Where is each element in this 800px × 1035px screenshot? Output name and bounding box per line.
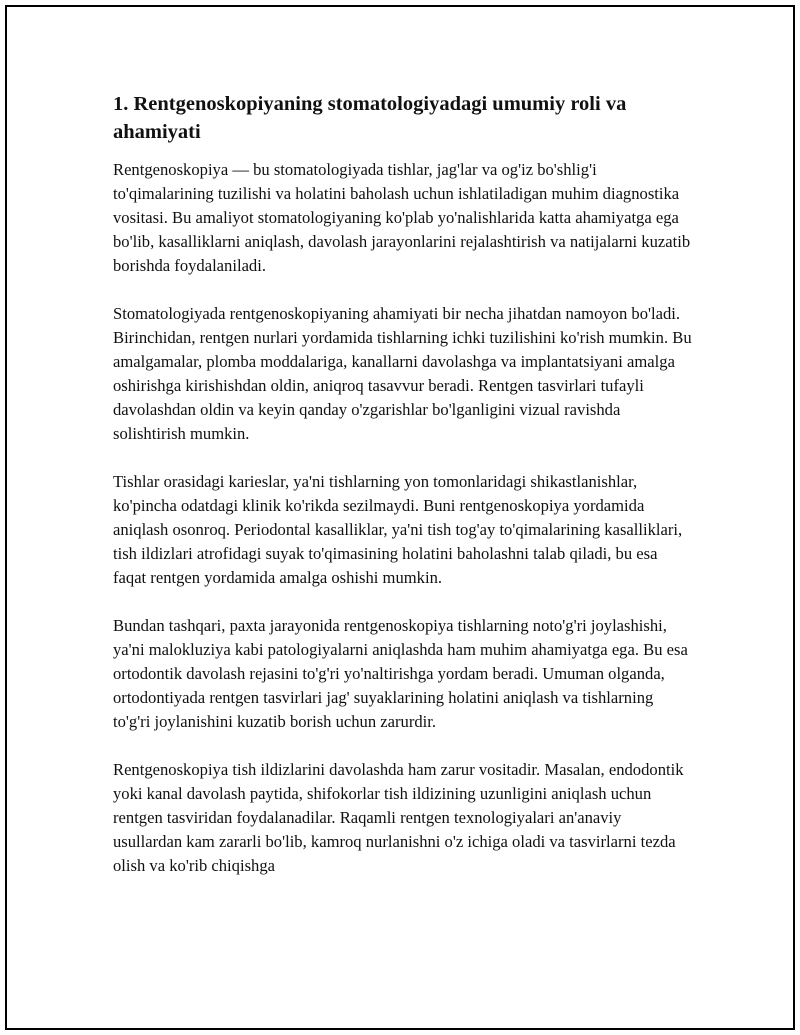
paragraph-1: Rentgenoskopiya — bu stomatologiyada tishlar, jag'lar va og'iz bo'shlig'i to'qimalarining tuzilishi va holatini baholash uchun ishlatiladigan muhim diagnostika vositasi. Bu amaliyot stomatologiyaning ko'plab yo'nalishlarida katta ahamiyatga ega bo'lib, kasalliklarni aniqlash, davolash jarayonlarini rejalashtirish va natijalarni kuzatib borishda foydalaniladi. [113, 160, 691, 275]
document-body [113, 90, 693, 902]
section-heading: 1. Rentgenoskopiyaning stomatologiyadagi umumiy roli va ahamiyati [113, 93, 627, 143]
paragraph-5: Rentgenoskopiya tish ildizlarini davolashda ham zarur vositadir. Masalan, endodontik yoki kanal davolash paytida, shifokorlar tish ildizining uzunligini aniqlash uchun rentgen tasviridan foydalanadilar. Raqamli rentgen texnologiyalari an'anaviy usullardan kam zararli bo'lib, kamroq nurlanishni o'z ichiga oladi va tasvirlarni tezda olish va ko'rib chiqishga [113, 760, 684, 875]
paragraph-2: Stomatologiyada rentgenoskopiyaning ahamiyati bir necha jihatdan namoyon bo'ladi. Birinchidan, rentgen nurlari yordamida tishlarning ichki tuzilishini ko'rish mumkin. Bu amalgamalar, plomba moddalariga, kanallarni davolashga va implantatsiyani amalga oshirishga kirishishdan oldin, aniqroq tasavvur beradi. Rentgen tasvirlari tufayli davolashdan oldin va keyin qanday o'zgarishlar bo'lganligini vizual ravishda solishtirish mumkin. [113, 304, 692, 443]
paragraph-4: Bundan tashqari, paxta jarayonida rentgenoskopiya tishlarning noto'g'ri joylashishi, ya'ni malokluziya kabi patologiyalarni aniqlashda ham muhim ahamiyatga ega. Bu esa ortodontik davolash rejasini to'g'ri yo'naltirishga yordam beradi. Umuman olganda, ortodontiyada rentgen tasvirlari jag' suyaklarining holatini aniqlash va tishlarning to'g'ri joylanishini kuzatib borish uchun zarurdir. [113, 616, 688, 731]
paragraph-3: Tishlar orasidagi karieslar, ya'ni tishlarning yon tomonlaridagi shikastlanishlar, ko'pincha odatdagi klinik ko'rikda sezilmaydi. Buni rentgenoskopiya yordamida aniqlash osonroq. Periodontal kasalliklar, ya'ni tish tog'ay to'qimalarining kasalliklari, tish ildizlari atrofidagi suyak to'qimasining holatini baholashni talab qiladi, bu esa faqat rentgen yordamida amalga oshishi mumkin. [113, 472, 683, 587]
